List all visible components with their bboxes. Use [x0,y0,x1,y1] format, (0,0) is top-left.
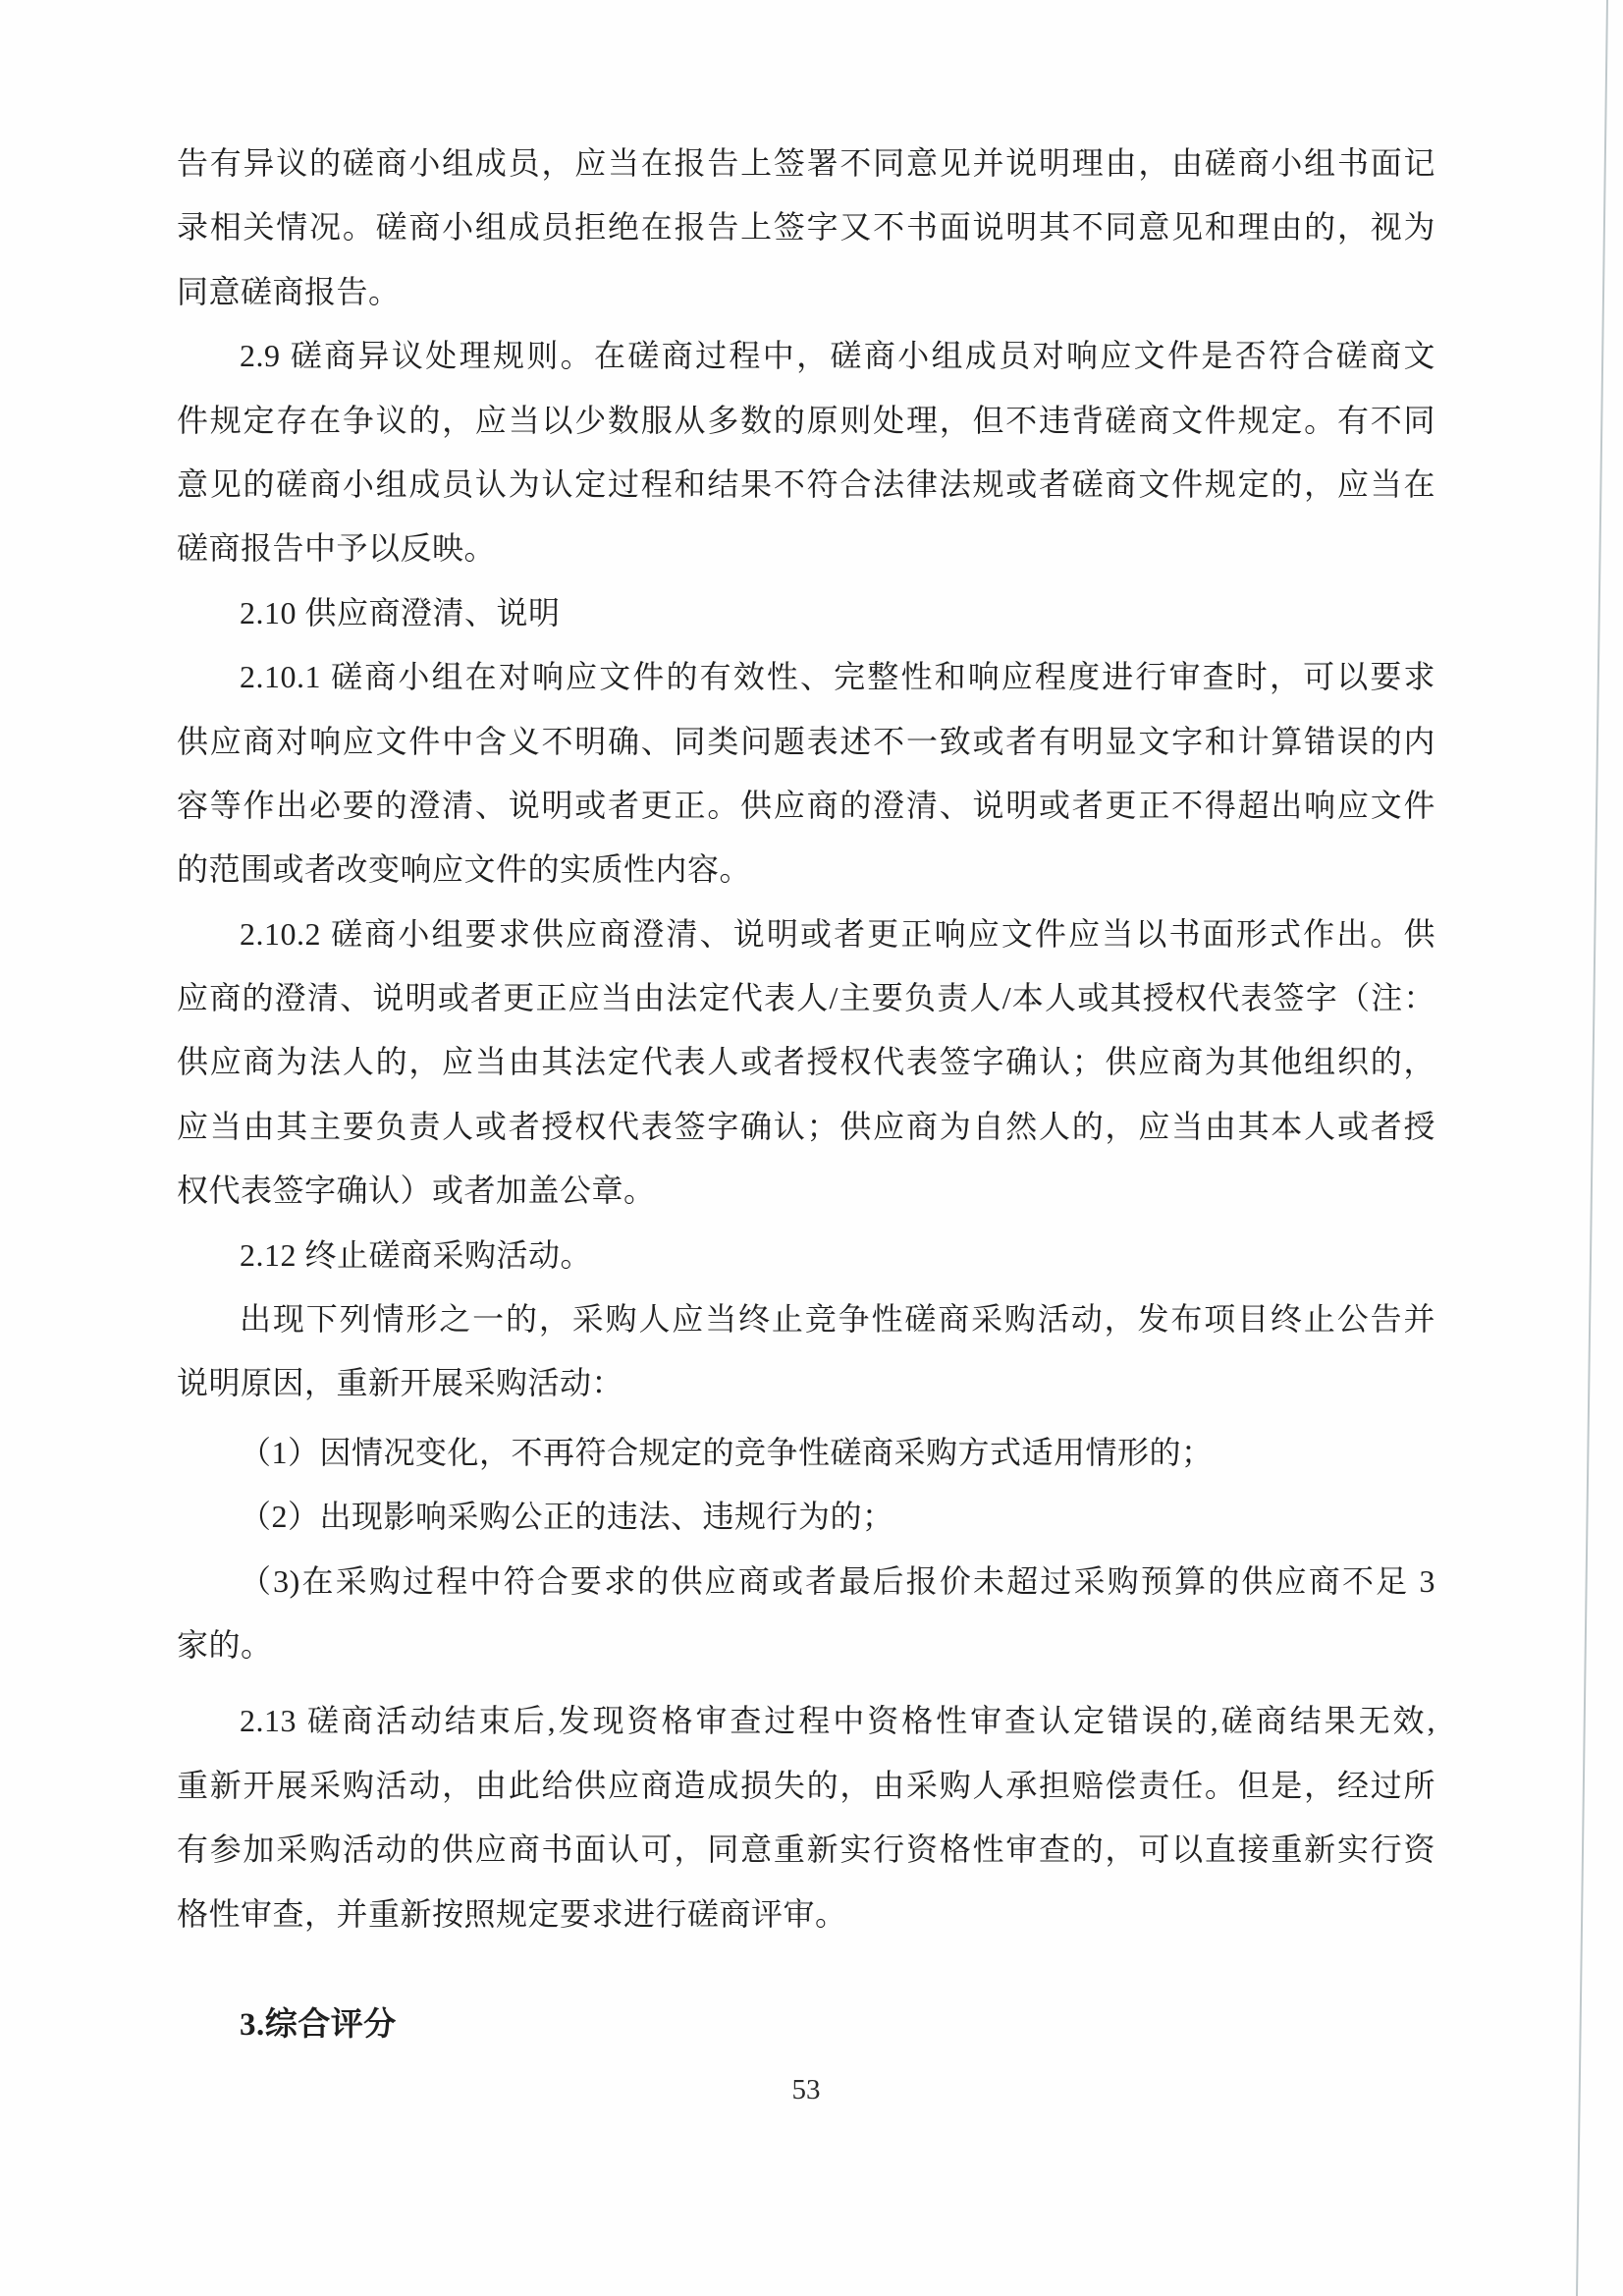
text-line: 家的。 [177,1626,273,1663]
document-body [177,132,1435,2057]
text-line: 重新开展采购活动，由此给供应商造成损失的，由采购人承担赔偿责任。但是，经过所 [177,1767,1435,1803]
text-line: 录相关情况。磋商小组成员拒绝在报告上签字又不书面说明其不同意见和理由的，视为 [177,209,1435,246]
text-line: 容等作出必要的澄清、说明或者更正。供应商的澄清、说明或者更正不得超出响应文件 [177,787,1435,823]
text-line: 出现下列情形之一的，采购人应当终止竞争性磋商采购活动，发布项目终止公告并 [240,1301,1435,1338]
section-heading: 3.综合评分 [240,2006,397,2043]
text-line: （2）出现影响采购公正的违法、违规行为的； [240,1499,894,1535]
text-line: 同意磋商报告。 [177,273,401,309]
text-line: 意见的磋商小组成员认为认定过程和结果不符合法律法规或者磋商文件规定的，应当在 [177,465,1435,502]
text-line: 应当由其主要负责人或者授权代表签字确认；供应商为自然人的，应当由其本人或者授 [177,1108,1435,1144]
text-line: 件规定存在争议的，应当以少数服从多数的原则处理，但不违背磋商文件规定。有不同 [177,402,1435,438]
text-line: （3)在采购过程中符合要求的供应商或者最后报价未超过采购预算的供应商不足 3 [240,1562,1435,1599]
text-line: 有参加采购活动的供应商书面认可，同意重新实行资格性审查的，可以直接重新实行资 [177,1831,1435,1868]
text-line: 2.10.1 磋商小组在对响应文件的有效性、完整性和响应程度进行审查时，可以要求 [240,659,1435,695]
text-line: 磋商报告中予以反映。 [177,530,497,567]
page-number: 53 [791,2074,821,2105]
text-line: 2.10 供应商澄清、说明 [240,594,561,630]
text-line: 的范围或者改变响应文件的实质性内容。 [177,851,752,888]
text-line: 权代表签字确认）或者加盖公章。 [177,1173,656,1209]
text-line: 2.12 终止磋商采购活动。 [240,1236,593,1273]
text-line: （1）因情况变化，不再符合规定的竞争性磋商采购方式适用情形的； [240,1434,1214,1470]
text-line: 格性审查，并重新按照规定要求进行磋商评审。 [177,1895,847,1932]
text-line: 供应商对响应文件中含义不明确、同类问题表述不一致或者有明显文字和计算错误的内 [177,723,1435,759]
text-line: 2.10.2 磋商小组要求供应商澄清、说明或者更正响应文件应当以书面形式作出。供 [240,915,1435,952]
text-line: 应商的澄清、说明或者更正应当由法定代表人/主要负责人/本人或其授权代表签字（注： [177,980,1435,1016]
text-line: 2.13 磋商活动结束后,发现资格审查过程中资格性审查认定错误的,磋商结果无效, [240,1703,1435,1739]
text-line: 告有异议的磋商小组成员，应当在报告上签署不同意见并说明理由，由磋商小组书面记 [177,145,1435,181]
text-line: 供应商为法人的，应当由其法定代表人或者授权代表签字确认；供应商为其他组织的， [177,1044,1435,1080]
text-line: 2.9 磋商异议处理规则。在磋商过程中，磋商小组成员对响应文件是否符合磋商文 [240,338,1435,374]
text-line: 说明原因，重新开展采购活动： [177,1365,624,1401]
